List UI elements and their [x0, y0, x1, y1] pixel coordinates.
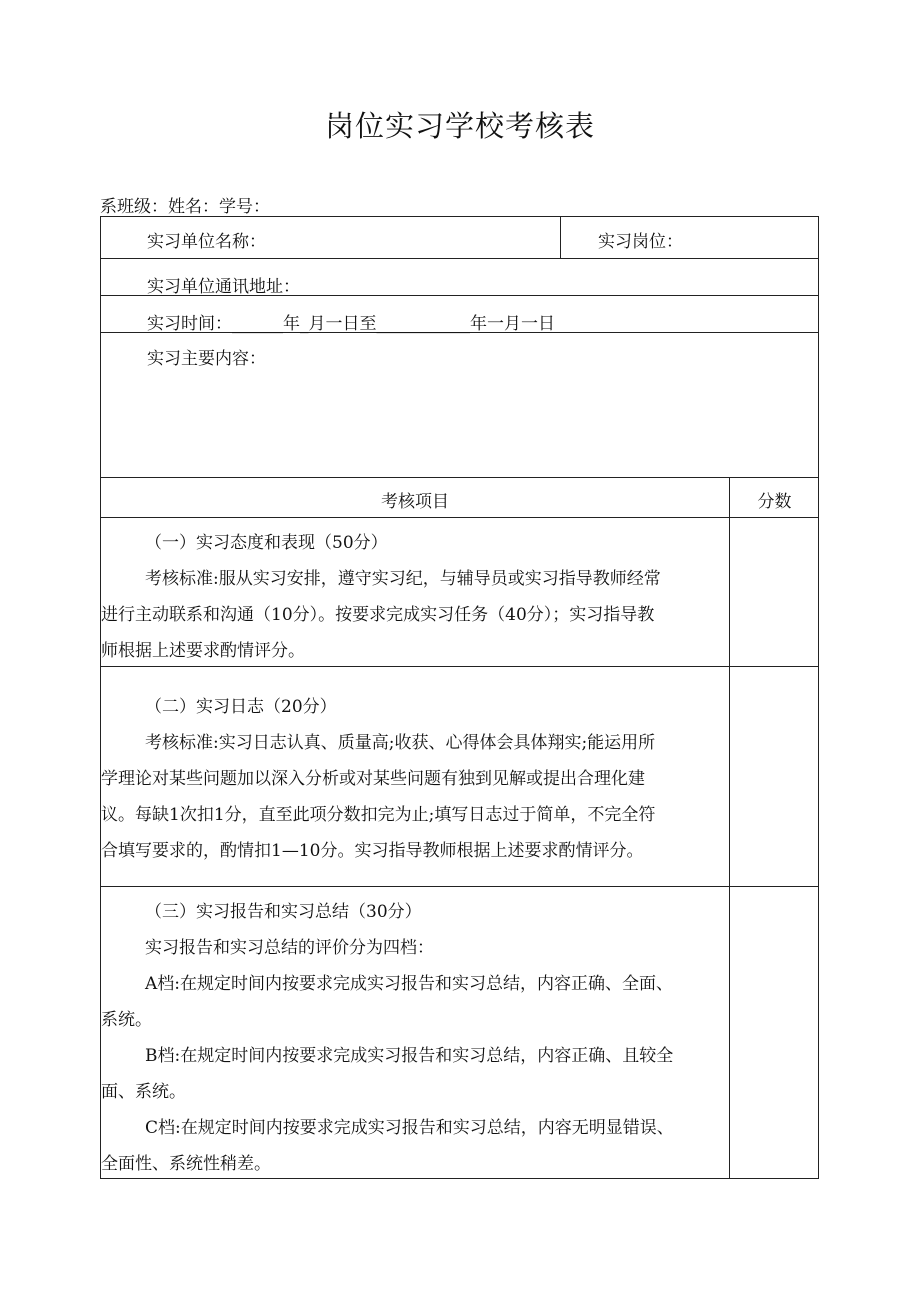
student-info-line: 系班级：姓名：学号： — [100, 197, 270, 217]
section-line: 师根据上述要求酌情评分。 — [101, 641, 305, 661]
section-3 — [101, 894, 727, 1182]
internship-time-field: 实习时间：______年_月一日至___________年一月一日 — [147, 314, 555, 334]
address-field: 实习单位通讯地址： — [147, 277, 300, 297]
section-line: B档:在规定时间内按要求完成实习报告和实习总结，内容正确、且较全 — [145, 1046, 674, 1066]
assessment-item-header: 考核项目 — [381, 492, 449, 512]
company-name-field: 实习单位名称： — [147, 232, 266, 252]
section-line: 实习报告和实习总结的评价分为四档： — [145, 938, 434, 958]
row-divider — [101, 517, 818, 518]
section-line: C档:在规定时间内按要求完成实习报告和实习总结，内容无明显错误、 — [145, 1118, 674, 1138]
section-line: 考核标准:实习日志认真、质量高;收获、心得体会具体翔实;能运用所 — [145, 733, 656, 753]
row-divider — [101, 886, 818, 887]
assessment-table — [100, 216, 819, 1179]
section-line: 考核标准:服从实习安排，遵守实习纪，与辅导员或实习指导教师经常 — [145, 569, 661, 589]
section-line: 进行主动联系和沟通（10分）。按要求完成实习任务（40分）；实习指导教 — [101, 605, 655, 625]
section-1 — [101, 525, 727, 669]
section-heading: （三）实习报告和实习总结（30分） — [145, 902, 422, 922]
section-line: 全面性、系统性稍差。 — [101, 1154, 271, 1174]
section-line: 面、系统。 — [101, 1082, 186, 1102]
section-line: A档:在规定时间内按要求完成实习报告和实习总结，内容正确、全面、 — [145, 974, 674, 994]
score-col-divider — [729, 477, 730, 1179]
section-heading: （一）实习态度和表现（50分） — [145, 533, 388, 553]
position-field: 实习岗位： — [598, 232, 683, 252]
section-line: 学理论对某些问题加以深入分析或对某些问题有独到见解或提出合理化建 — [101, 769, 645, 789]
main-content-field: 实习主要内容： — [147, 349, 266, 369]
section-2 — [101, 689, 727, 869]
row-divider — [101, 258, 818, 259]
page-title: 岗位实习学校考核表 — [324, 109, 595, 143]
score-header: 分数 — [757, 492, 792, 512]
col-divider — [560, 217, 561, 258]
row-divider — [101, 477, 818, 478]
section-line: 系统。 — [101, 1010, 152, 1030]
section-line: 议。每缺1次扣1分，直至此项分数扣完为止;填写日志过于简单，不完全符 — [101, 805, 656, 825]
section-heading: （二）实习日志（20分） — [145, 697, 337, 717]
section-line: 合填写要求的，酌情扣1—10分。实习指导教师根据上述要求酌情评分。 — [101, 841, 644, 861]
